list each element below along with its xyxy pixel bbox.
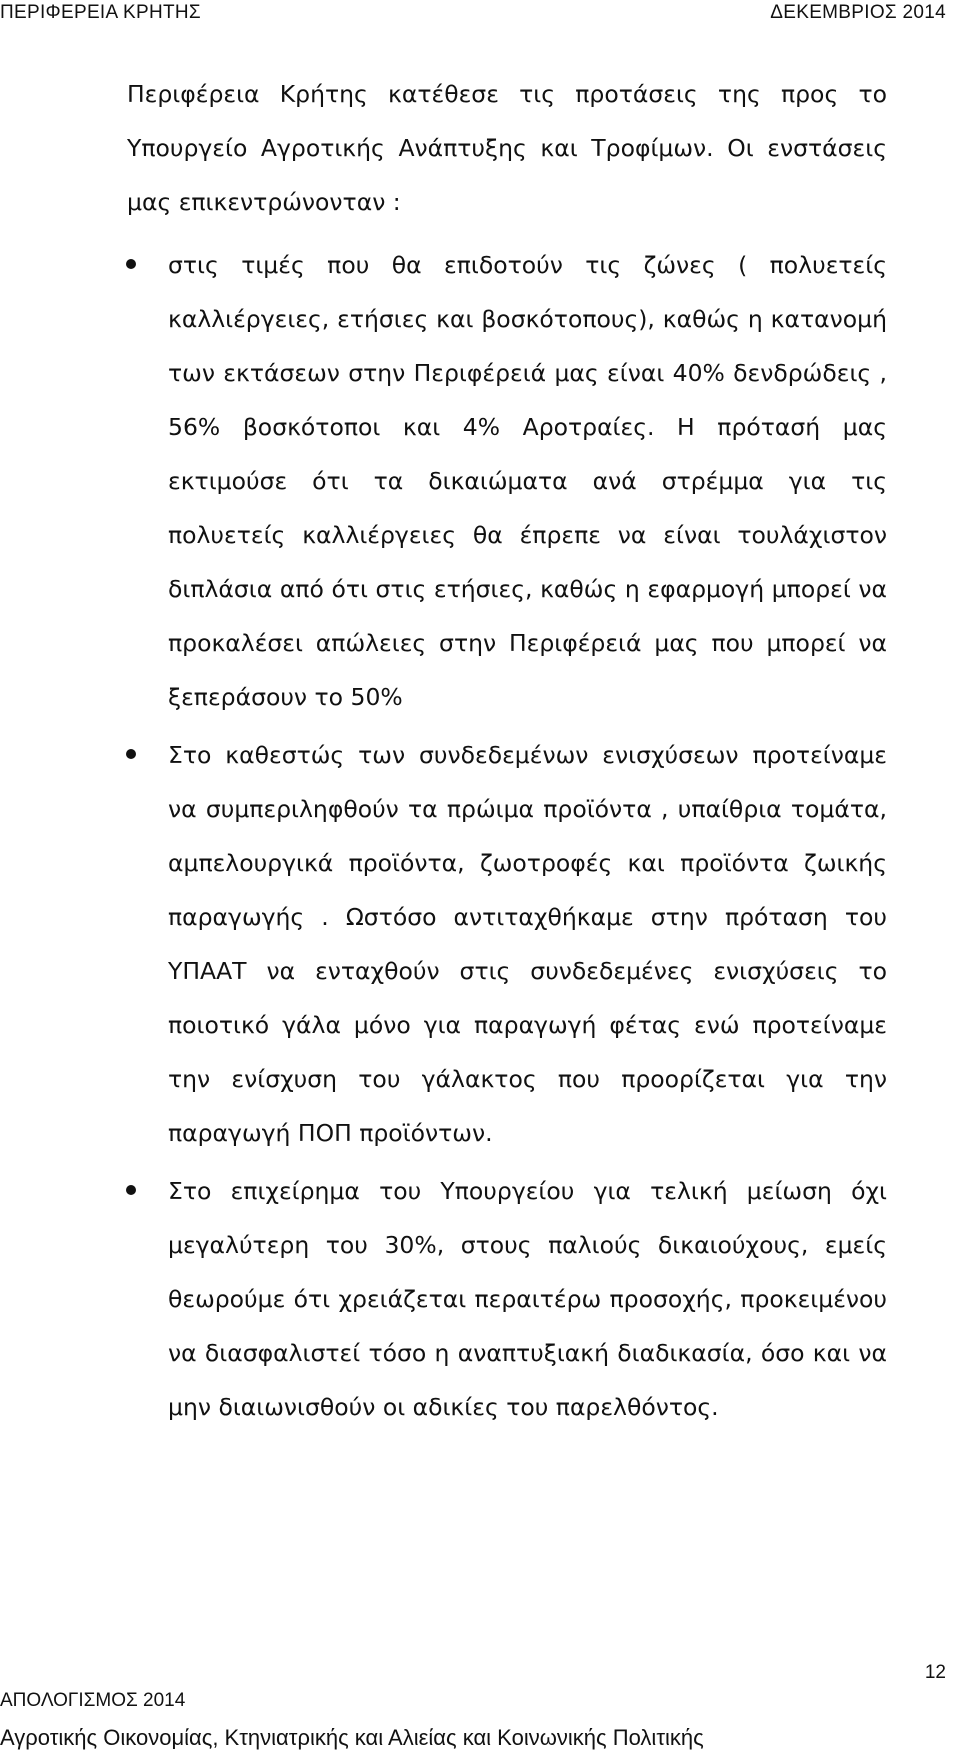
page-number: 12 xyxy=(924,1662,946,1683)
list-item xyxy=(168,1164,887,1434)
header-date: ΔΕΚΕΜΒΡΙΟΣ 2014 xyxy=(770,2,946,23)
header-region-title: ΠΕΡΙΦΕΡΕΙΑ ΚΡΗΤΗΣ xyxy=(0,2,201,23)
footer-report-title: ΑΠΟΛΟΓΙΣΜΟΣ 2014 xyxy=(0,1690,186,1711)
footer-department: Αγροτικής Οικονομίας, Κτηνιατρικής και Αλιείας και Κοινωνικής Πολιτικής xyxy=(0,1725,704,1750)
bullet-icon xyxy=(126,749,136,759)
bullet-icon xyxy=(126,1185,136,1195)
list-item-text: στις τιμές που θα επιδοτούν τις ζώνες ( πολυετείς καλλιέργειες, ετήσιες και βοσκότοπους), καθώς η κατανομή των εκτάσεων στην Περιφέρειά μας είναι 40% δενδρώδεις , 56% βοσκότοποι και 4% Αροτραίες. Η πρότασή μας εκτιμούσε ότι τα δικαιώματα ανά στρέμμα για τις πολυετείς καλλιέργειες θα έπρεπε να είναι τουλάχιστον διπλάσια από ότι στις ετήσιες, καθώς η εφαρμογή μπορεί να προκαλέσει απώλειες στην Περιφέρειά μας που μπορεί να ξεπεράσουν το 50% xyxy=(168,251,887,711)
list-item xyxy=(168,728,887,1160)
list-item-text: Στο επιχείρημα του Υπουργείου για τελική μείωση όχι μεγαλύτερη του 30%, στους παλιούς δικαιούχους, εμείς θεωρούμε ότι χρειάζεται περαιτέρω προσοχής, προκειμένου να διασφαλιστεί τόσο η αναπτυξιακή διαδικασία, όσο και να μην διαιωνισθούν οι αδικίες του παρελθόντος. xyxy=(168,1177,887,1421)
intro-paragraph: Περιφέρεια Κρήτης κατέθεσε τις προτάσεις της προς το Υπουργείο Αγροτικής Ανάπτυξης και Τροφίμων. Οι ενστάσεις μας επικεντρώνονταν : xyxy=(127,80,887,216)
list-item-text: Στο καθεστώς των συνδεδεμένων ενισχύσεων προτείναμε να συμπεριληφθούν τα πρώιμα προϊόντα , υπαίθρια τομάτα, αμπελουργικά προϊόντα, ζωοτροφές και προϊόντα ζωικής παραγωγής . Ωστόσο αντιταχθήκαμε στην πρόταση του ΥΠΑΑΤ να ενταχθούν στις συνδεδεμένες ενισχύσεις το ποιοτικό γάλα μόνο για παραγωγή φέτας ενώ προτείναμε την ενίσχυση του γάλακτος που προορίζεται για την παραγωγή ΠΟΠ προϊόντων. xyxy=(168,741,887,1147)
bullet-icon xyxy=(126,259,136,269)
list-item xyxy=(168,238,887,724)
objections-list xyxy=(168,238,887,1438)
